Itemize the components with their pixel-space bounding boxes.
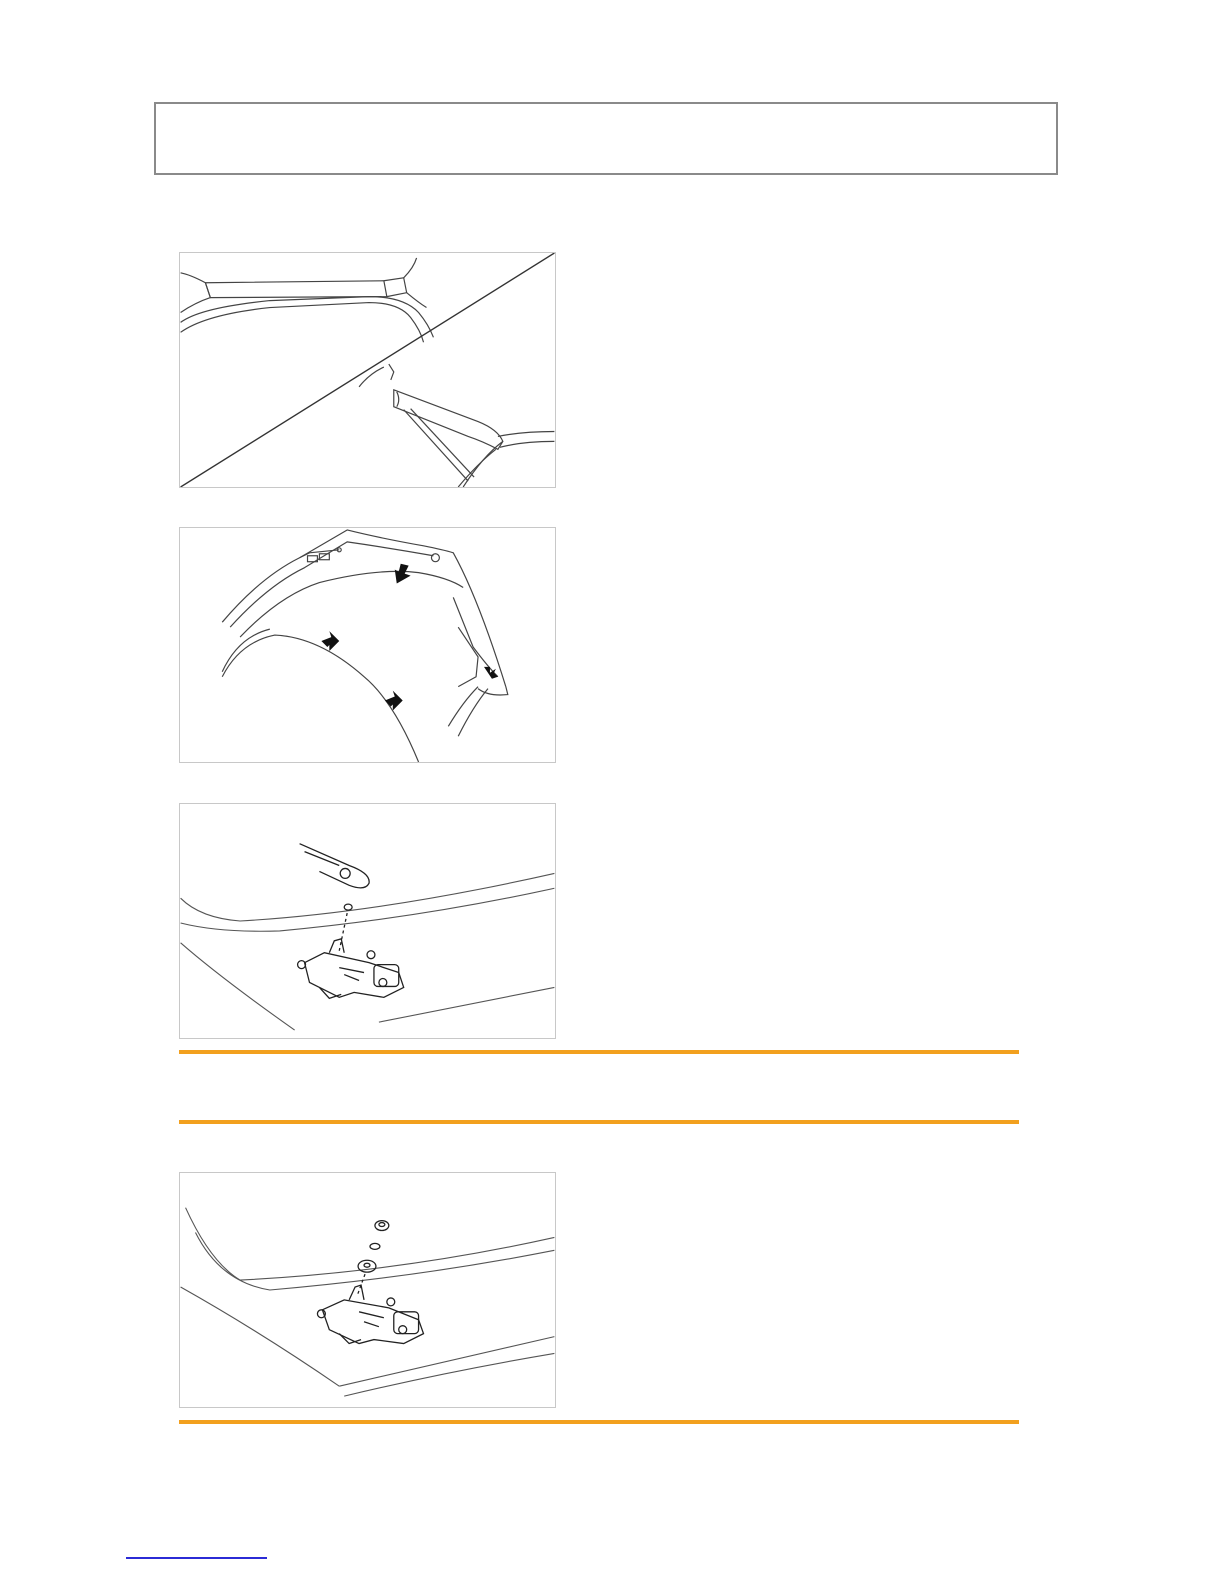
figure-trim-clips [179, 527, 556, 763]
wiper-motor-illustration [180, 1173, 555, 1407]
figure-wiper-arm [179, 803, 556, 1039]
note-box [179, 1058, 1019, 1116]
footer-link[interactable] [126, 1557, 267, 1559]
liftgate-lifter-illustration [180, 253, 555, 487]
header-box [154, 102, 1058, 175]
figure-liftgate-lifter [179, 252, 556, 488]
trim-clips-illustration [180, 528, 555, 762]
wiper-arm-illustration [180, 804, 555, 1038]
figure-wiper-motor [179, 1172, 556, 1408]
section-end-rule [179, 1420, 1019, 1424]
note-top-rule [179, 1050, 1019, 1054]
note-bottom-rule [179, 1120, 1019, 1124]
